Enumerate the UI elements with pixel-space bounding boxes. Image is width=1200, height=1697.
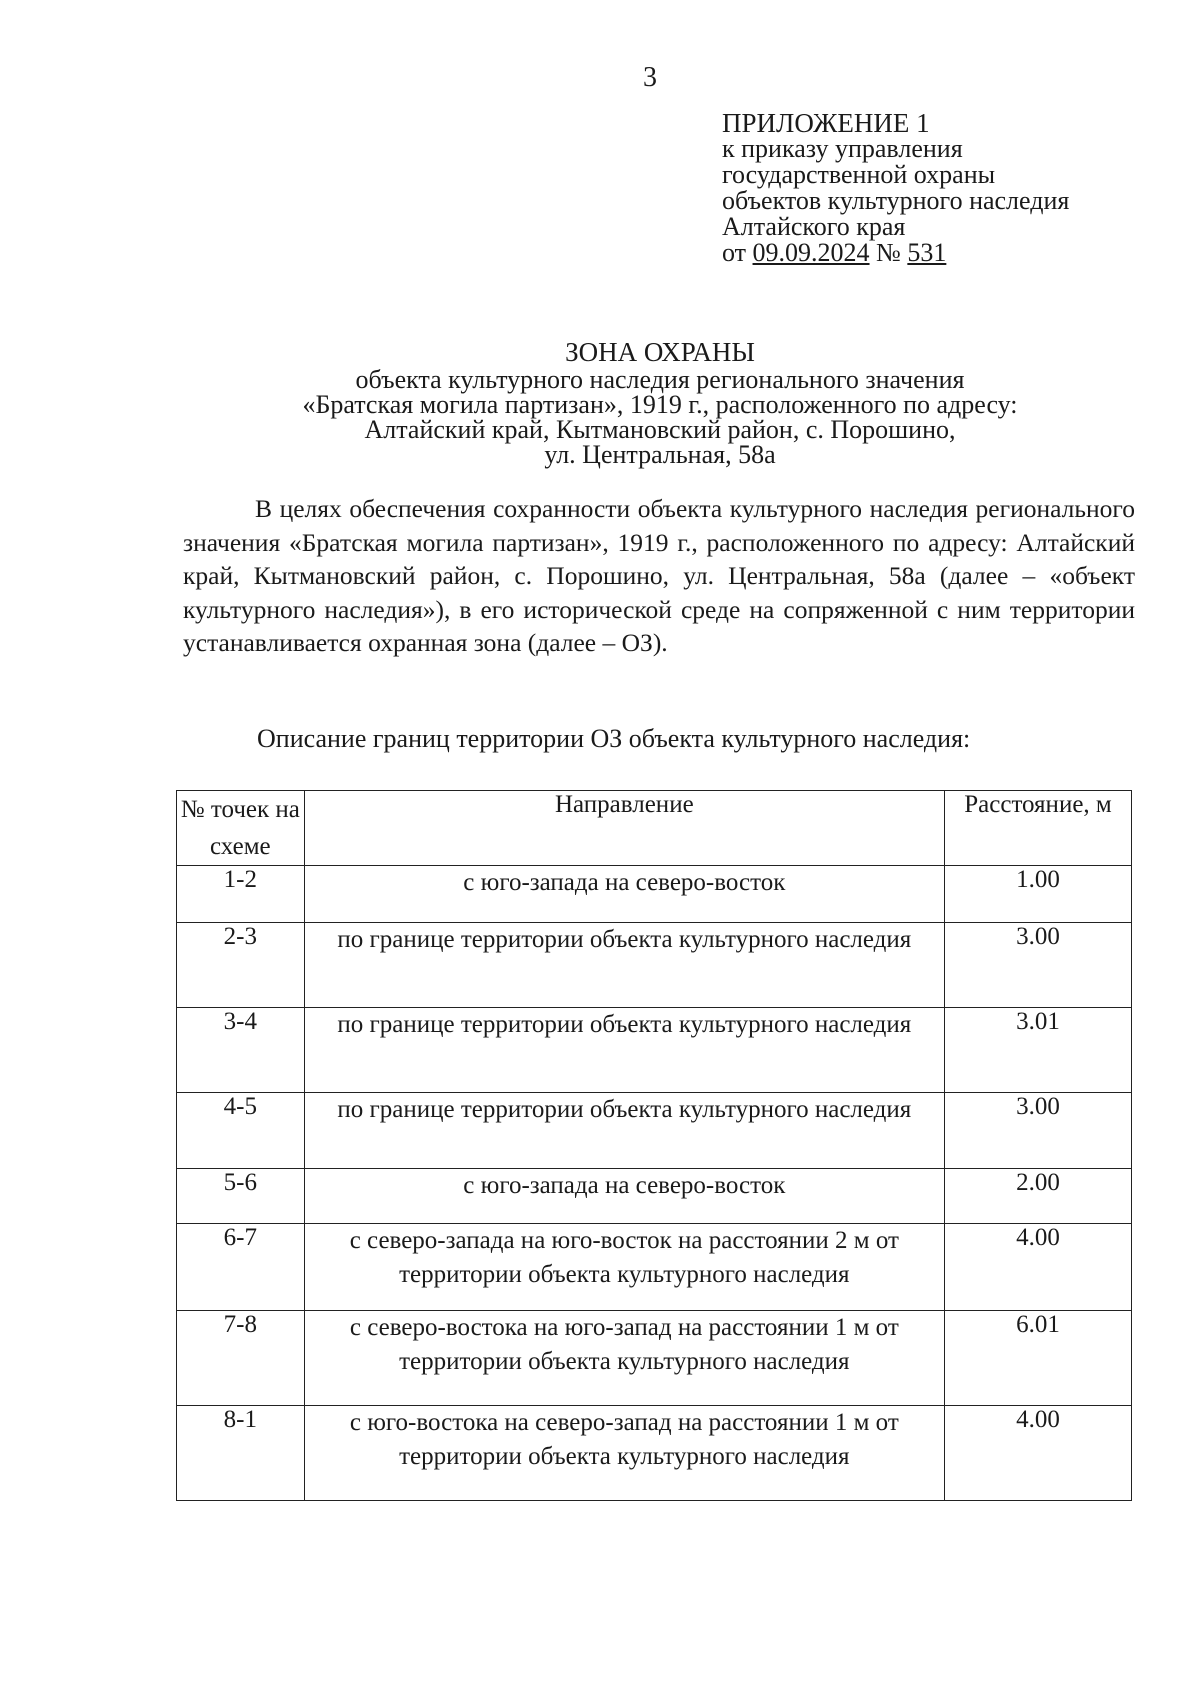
appendix-line: к приказу управления [722, 134, 963, 163]
table-row [177, 1311, 1132, 1406]
cell-direction: с северо-востока на юго-запад на расстоянии 1 м от территории объекта культурного наследия [304, 1311, 944, 1406]
cell-points: 8-1 [177, 1406, 305, 1501]
appendix-line: Алтайского края [722, 212, 906, 241]
document-title-block [260, 337, 1060, 469]
appendix-line: государственной охраны [722, 160, 996, 189]
cell-distance: 3.00 [945, 1093, 1132, 1169]
cell-distance: 4.00 [945, 1224, 1132, 1311]
title-line: Алтайский край, Кытмановский район, с. Порошино, [364, 415, 956, 444]
cell-distance: 2.00 [945, 1169, 1132, 1224]
cell-direction: по границе территории объекта культурного наследия [304, 923, 944, 1008]
cell-points: 4-5 [177, 1093, 305, 1169]
boundaries-table [176, 790, 1132, 1501]
appendix-heading: ПРИЛОЖЕНИЕ 1 [722, 108, 930, 138]
cell-direction: с северо-запада на юго-восток на расстоянии 2 м от территории объекта культурного наследия [304, 1224, 944, 1311]
order-date: 09.09.2024 [752, 238, 870, 267]
page-number: 3 [643, 62, 657, 93]
document-title: ЗОНА ОХРАНЫ [565, 337, 755, 367]
cell-points: 5-6 [177, 1169, 305, 1224]
cell-distance: 4.00 [945, 1406, 1132, 1501]
header-direction: Направление [304, 791, 944, 866]
table-row [177, 1093, 1132, 1169]
cell-distance: 1.00 [945, 866, 1132, 923]
cell-direction: по границе территории объекта культурного наследия [304, 1008, 944, 1093]
table-row [177, 1169, 1132, 1224]
cell-distance: 6.01 [945, 1311, 1132, 1406]
cell-points: 1-2 [177, 866, 305, 923]
table-caption: Описание границ территории ОЗ объекта культурного наследия: [257, 724, 971, 753]
cell-direction: с юго-запада на северо-восток [304, 866, 944, 923]
header-distance: Расстояние, м [945, 791, 1132, 866]
cell-points: 3-4 [177, 1008, 305, 1093]
date-prefix: от [722, 238, 747, 267]
cell-distance: 3.01 [945, 1008, 1132, 1093]
title-line: ул. Центральная, 58а [544, 440, 776, 469]
table-header-row [177, 791, 1132, 866]
table-row [177, 1224, 1132, 1311]
appendix-line: объектов культурного наследия [722, 186, 1070, 215]
cell-distance: 3.00 [945, 923, 1132, 1008]
cell-direction: по границе территории объекта культурного наследия [304, 1093, 944, 1169]
number-prefix: № [876, 238, 901, 267]
title-line: объекта культурного наследия регионального значения [355, 365, 965, 394]
appendix-block [722, 110, 1069, 266]
cell-points: 7-8 [177, 1311, 305, 1406]
table-row [177, 1008, 1132, 1093]
table-row [177, 866, 1132, 923]
table-row [177, 1406, 1132, 1501]
cell-points: 2-3 [177, 923, 305, 1008]
cell-direction: с юго-востока на северо-запад на расстоянии 1 м от территории объекта культурного наследия [304, 1406, 944, 1501]
cell-direction: с юго-запада на северо-восток [304, 1169, 944, 1224]
cell-points: 6-7 [177, 1224, 305, 1311]
table-row [177, 923, 1132, 1008]
intro-paragraph: В целях обеспечения сохранности объекта культурного наследия регионального значения «Братская могила партизан», 1919 г., расположенного по адресу: Алтайский край, Кытмановский район, с. Порошино, ул. Центральная, 58а (далее – «объект культурного наследия»), в его исторической среде на сопряженной с ним территории устанавливается охранная зона (далее – ОЗ). [183, 494, 1135, 657]
title-line: «Братская могила партизан», 1919 г., расположенного по адресу: [302, 390, 1018, 419]
appendix-date-line [722, 240, 1069, 266]
header-points: № точек на схеме [177, 791, 305, 866]
order-number: 531 [907, 238, 947, 267]
